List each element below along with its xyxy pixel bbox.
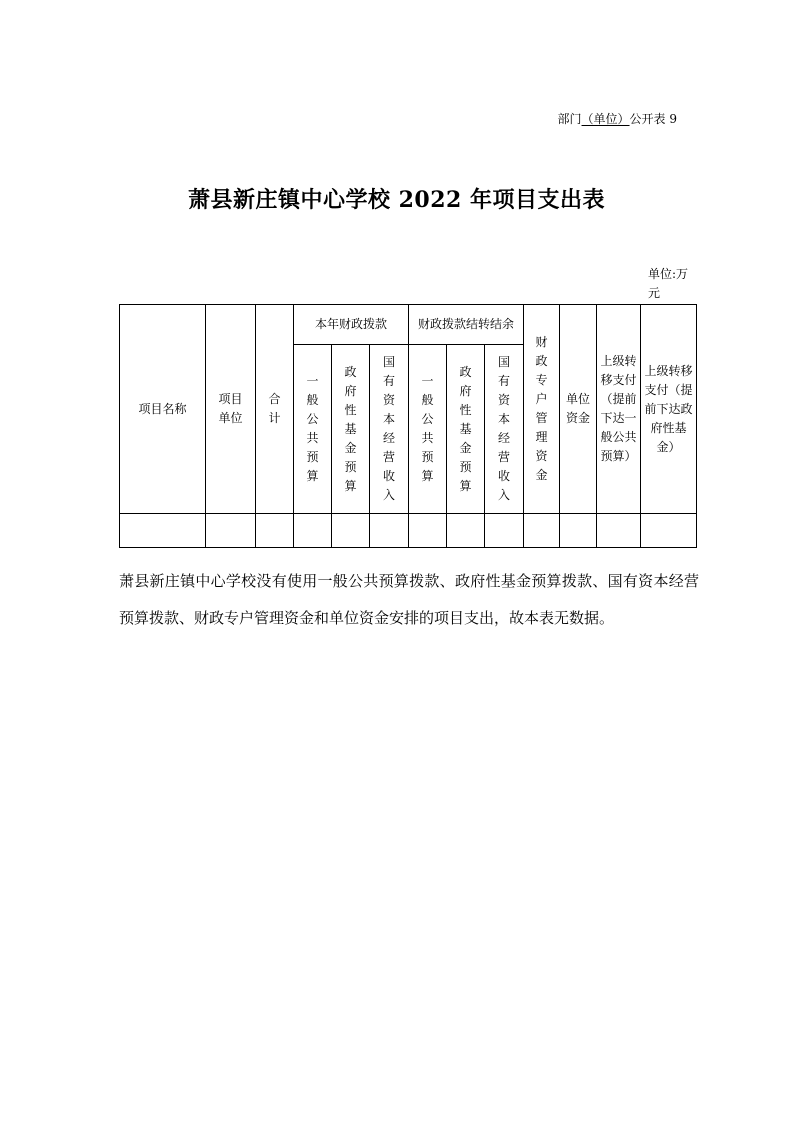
table-row xyxy=(120,514,697,548)
label-table-no: 公开表 9 xyxy=(629,112,677,126)
table-cell xyxy=(597,514,641,548)
header-superior-transfer-fund: 上级转移支付（提前下达政府性基金） xyxy=(641,305,697,514)
header-superior-transfer-general: 上级转移支付（提前下达一般公共预算） xyxy=(597,305,641,514)
header-special-account-funds: 财政专户管理资金 xyxy=(524,305,560,514)
table-cell xyxy=(409,514,447,548)
header-carry-state-capital-income: 国有资本经营收入 xyxy=(485,345,524,514)
header-state-capital-income: 国有资本经营收入 xyxy=(370,345,409,514)
header-total: 合计 xyxy=(256,305,294,514)
table-cell xyxy=(370,514,409,548)
table-cell xyxy=(485,514,524,548)
table-number-label xyxy=(558,111,677,127)
header-carryover-balance: 财政拨款结转结余 xyxy=(409,305,524,345)
header-row-1 xyxy=(120,305,697,345)
header-gov-fund-budget: 政府性基金预算 xyxy=(332,345,370,514)
table-cell xyxy=(332,514,370,548)
header-project-unit: 项目单位 xyxy=(206,305,256,514)
table-cell xyxy=(641,514,697,548)
table-cell xyxy=(560,514,597,548)
label-department: 部门 xyxy=(557,112,582,126)
table-cell xyxy=(294,514,332,548)
header-unit-funds: 单位资金 xyxy=(560,305,597,514)
table-cell xyxy=(447,514,485,548)
no-data-note: 萧县新庄镇中心学校没有使用一般公共预算拨款、政府性基金预算拨款、国有资本经营预算拨款、财政专户管理资金和单位资金安排的项目支出，故本表无数据。 xyxy=(119,572,699,627)
header-current-year-allocation: 本年财政拨款 xyxy=(294,305,409,345)
page-title: 萧县新庄镇中心学校 2022 年项目支出表 xyxy=(187,187,606,213)
unit-label: 单位:万元 xyxy=(648,267,689,300)
header-carry-general-budget: 一般公共预算 xyxy=(409,345,447,514)
table-cell xyxy=(206,514,256,548)
header-project-name: 项目名称 xyxy=(120,305,206,514)
table-cell xyxy=(524,514,560,548)
header-general-budget: 一般公共预算 xyxy=(294,345,332,514)
table-cell xyxy=(120,514,206,548)
label-unit: （单位） xyxy=(581,112,630,126)
table-cell xyxy=(256,514,294,548)
project-expenditure-table xyxy=(119,304,697,548)
header-carry-gov-fund-budget: 政府性基金预算 xyxy=(447,345,485,514)
